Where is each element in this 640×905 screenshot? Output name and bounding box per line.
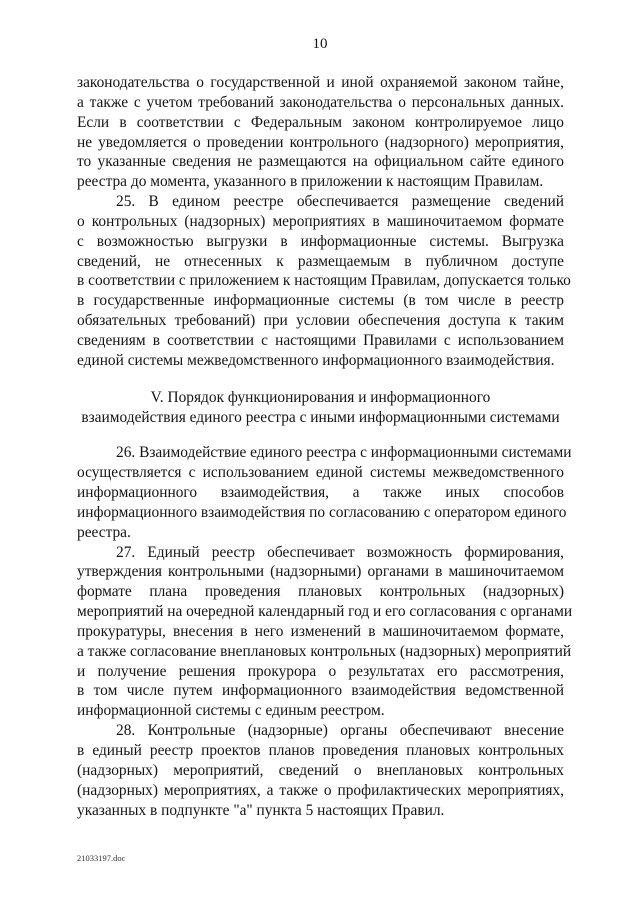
text-line: то указанные сведения не размещаются на официальном сайте единого [77,153,564,171]
paragraph-26 [77,443,572,542]
text-line: 26. Взаимодействие единого реестра с информационными системами [116,444,572,462]
text-line: информационной системы с единым реестром. [77,702,385,720]
text-line: информационного взаимодействия, а также иных способов [77,484,564,502]
text-line: не уведомляется о проведении контрольного (надзорного) мероприятия, [77,133,564,151]
text-line: в государственные информационные системы (в том числе в реестр [77,292,564,310]
section-heading-line: взаимодействия единого реестра с иными информационными системами [81,408,560,426]
text-line: с возможностью выгрузки в информационные системы. Выгрузка [77,232,564,250]
text-line: Если в соответствии с Федеральным законом контролируемое лицо [77,113,564,131]
text-line: прокуратуры, внесения в него изменений в машиночитаемом формате, [77,622,564,640]
text-line: а также согласование внеплановых контрольных (надзорных) мероприятий [77,642,572,660]
document-file-code: 21033197.doc [77,853,126,863]
text-line: реестра до момента, указанного в приложении к настоящим Правилам. [77,173,544,191]
document-body [77,73,573,820]
section-heading-line: V. Порядок функционирования и информационного [150,388,491,406]
paragraph-28 [77,721,564,820]
text-line: 27. Единый реестр обеспечивает возможность формирования, [116,543,564,561]
text-line: 25. В едином реестре обеспечивается размещение сведений [116,193,564,211]
text-line: информационного взаимодействия по согласованию с оператором единого [77,503,567,521]
paragraph-27 [77,543,573,722]
text-line: 28. Контрольные (надзорные) органы обеспечивают внесение [116,722,564,740]
text-line: в том числе путем информационного взаимодействия ведомственной [77,682,564,700]
text-line: законодательства о государственной и иной охраняемой законом тайне, [77,74,564,91]
text-line: обязательных требований) при условии обеспечения доступа к таким [77,312,564,330]
text-line: осуществляется с использованием единой системы межведомственного [77,464,564,482]
text-line: указанных в подпункте "а" пункта 5 настоящих Правил. [77,801,445,819]
paragraph-continued [77,73,564,192]
text-line: в соответствии с приложением к настоящим Правилам, допускается только [77,272,571,290]
text-line: мероприятий на очередной календарный год и его согласования с органами [77,603,573,621]
text-line: в единый реестр проектов планов проведения плановых контрольных [77,742,564,759]
text-line: формате плана проведения плановых контрольных (надзорных) [77,583,564,601]
text-line: сведений, не отнесенных к размещаемым в публичном доступе [77,252,564,270]
paragraph-25 [77,192,571,371]
page-number: 10 [312,36,328,52]
text-line: единой системы межведомственного информационного взаимодействия. [77,351,555,369]
text-line: а также с учетом требований законодательства о персональных данных. [77,93,564,111]
text-line: сведениям в соответствии с настоящими Правилами с использованием [77,331,564,349]
text-line: (надзорных) мероприятиях, а также о профилактических мероприятиях, [77,781,564,799]
section-heading [77,388,564,428]
text-line: (надзорных) мероприятий, сведений о внеплановых контрольных [77,761,564,779]
text-line: утверждения контрольными (надзорными) органами в машиночитаемом [77,563,564,581]
text-line: о контрольных (надзорных) мероприятиях в машиночитаемом формате [77,212,564,230]
text-line: реестра. [77,523,131,541]
text-line: и получение решения прокурора о результатах его рассмотрения, [77,662,564,680]
